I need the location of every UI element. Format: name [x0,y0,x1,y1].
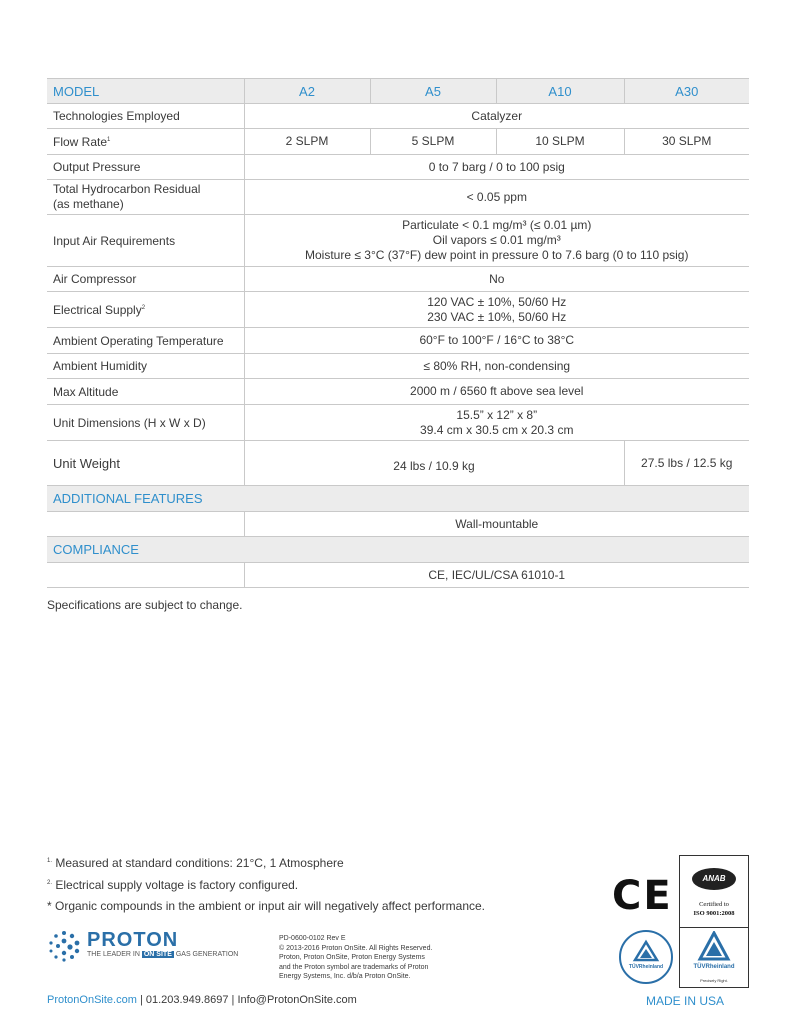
row-label: Ambient Humidity [47,354,244,379]
proton-logo [47,929,277,963]
made-in-usa: MADE IN USA [646,994,725,1008]
phone-number: 01.203.949.8697 [145,994,229,1006]
table-row [47,215,749,267]
table-row [47,354,749,379]
row-value: 15.5” x 12” x 8” 39.4 cm x 30.5 cm x 20.3 cm [244,405,749,441]
row-value: Particulate < 0.1 mg/m³ (≤ 0.01 µm) Oil vapors ≤ 0.01 mg/m³ Moisture ≤ 3°C (37°F) dew point in pressure 0 to 7.6 barg (0 to 110 psig) [244,215,749,267]
table-row [47,267,749,292]
row-label: Electrical Supply$^2$ [47,292,244,328]
row-label: Air Compressor [47,267,244,292]
contact-line: ProtonOnSite.com | 01.203.949.8697 | Info@ProtonOnSite.com [47,994,357,1006]
table-row [47,379,749,405]
spec-note: Specifications are subject to change. [47,598,243,612]
row-label: Unit Weight [47,441,244,486]
table-row [47,104,749,129]
tuv-round-badge-icon: TÜVRheinland [619,930,673,984]
table-row [47,441,749,486]
row-label: Flow Rate$^1$ [47,129,244,155]
model-header: MODEL [47,79,244,104]
row-label: Max Altitude [47,379,244,405]
flow-a10: 10 SLPM [496,129,624,155]
table-row [47,563,749,588]
tuv-slogan: Precisely Right. [700,978,728,983]
iso-cert-badge [679,855,749,988]
row-value: 60°F to 100°F / 16°C to 38°C [244,328,749,354]
row-label [47,512,244,537]
row-value: ≤ 80% RH, non-condensing [244,354,749,379]
flow-a30: 30 SLPM [624,129,749,155]
model-a10: A10 [496,79,624,104]
weight-a30: 27.5 lbs / 12.5 kg [624,441,749,486]
row-value: 120 VAC ± 10%, 50/60 Hz 230 VAC ± 10%, 50/60 Hz [244,292,749,328]
row-label: Total Hydrocarbon Residual (as methane) [47,180,244,215]
table-row [47,328,749,354]
row-value: Catalyzer [244,104,749,129]
tuv-wordmark: TÜVRheinland [693,964,735,970]
section-row [47,486,749,512]
logo-tagline: THE LEADER IN ON SITE GAS GENERATION [87,951,239,958]
email-link[interactable]: Info@ProtonOnSite.com [237,994,357,1006]
legal-text: PD-0600-0102 Rev E © 2013-2016 Proton OnSite. All Rights Reserved. Proton, Proton OnSite, Proton Energy Systems and the Proton symbol are trademarks of Proton Energy Systems, Inc. d/b/a Proton OnSite. [279,935,433,980]
iso-cert-text: Certified to ISO 9001:2008 [693,901,735,917]
model-a2: A2 [244,79,370,104]
anab-logo-icon: ANAB [692,868,736,890]
table-row [47,129,749,155]
section-row [47,537,749,563]
row-value: No [244,267,749,292]
table-row [47,180,749,215]
table-row [47,405,749,441]
weight-a2-a10: 24 lbs / 10.9 kg [244,441,624,486]
row-label: Unit Dimensions (H x W x D) [47,405,244,441]
row-label: Input Air Requirements [47,215,244,267]
flow-a2: 2 SLPM [244,129,370,155]
flow-a5: 5 SLPM [370,129,496,155]
ce-mark-icon: CE [612,873,673,919]
table-row [47,292,749,328]
row-label [47,563,244,588]
row-value: CE, IEC/UL/CSA 61010-1 [244,563,749,588]
spec-table [47,78,749,588]
table-row [47,512,749,537]
logo-wordmark: PROTON [87,929,179,951]
row-value: 0 to 7 barg / 0 to 100 psig [244,155,749,180]
row-label: Ambient Operating Temperature [47,328,244,354]
footnote-1: $^{1.}$ Measured at standard conditions: 21°C, 1 Atmosphere [47,856,344,870]
model-a30: A30 [624,79,749,104]
additional-features-title: ADDITIONAL FEATURES [47,486,749,512]
row-label: Technologies Employed [47,104,244,129]
row-value: < 0.05 ppm [244,180,749,215]
table-row [47,155,749,180]
compliance-title: COMPLIANCE [47,537,749,563]
dot-sphere-icon [47,929,81,963]
table-header-row [47,79,749,104]
website-link[interactable]: ProtonOnSite.com [47,994,137,1006]
row-label: Output Pressure [47,155,244,180]
footnote-3: * Organic compounds in the ambient or input air will negatively affect performance. [47,899,486,913]
model-a5: A5 [370,79,496,104]
row-value: 2000 m / 6560 ft above sea level [244,379,749,405]
row-value: Wall-mountable [244,512,749,537]
footnote-2: $^{2.}$ Electrical supply voltage is factory configured. [47,878,299,892]
tuv-triangle-icon [680,931,748,965]
